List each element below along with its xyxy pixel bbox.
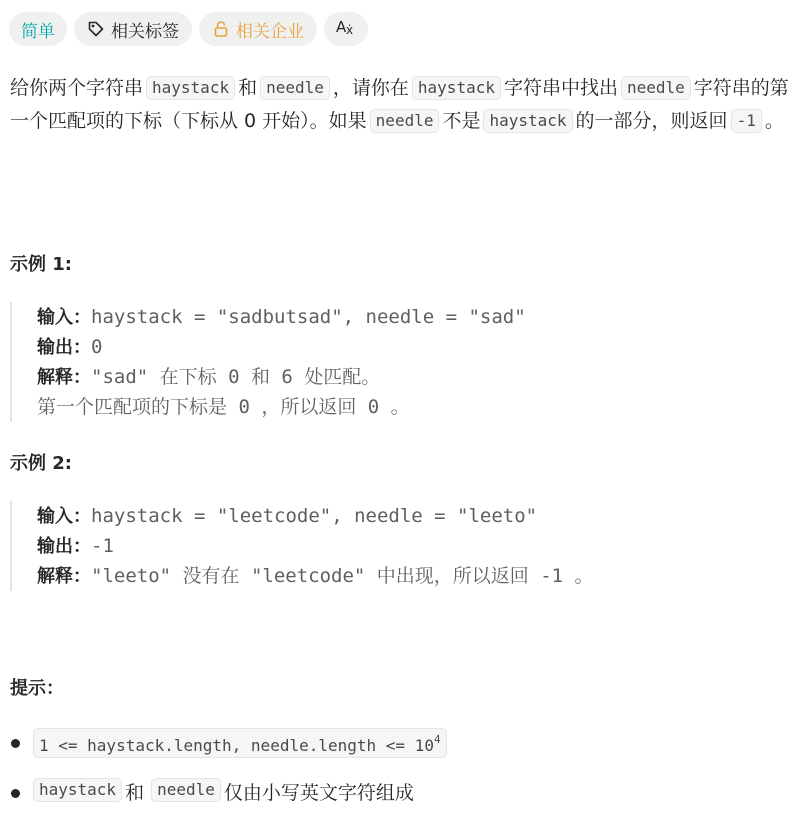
desc-text: 的一部分，则返回	[575, 110, 728, 132]
explanation-value: 第一个匹配项的下标是 0 ，所以返回 0 。	[37, 396, 410, 418]
bullet-icon	[11, 789, 20, 798]
inline-code-haystack: haystack	[33, 778, 122, 802]
explanation-label: 解释：	[37, 367, 91, 388]
example-1-explanation	[37, 362, 770, 392]
constraint-text: 仅由小写英文字符组成	[223, 782, 414, 804]
input-value: haystack = "sadbutsad", needle = "sad"	[91, 306, 526, 328]
related-topics-label: 相关标签	[111, 21, 179, 42]
constraints-list	[0, 728, 806, 822]
example-1-output	[37, 332, 770, 362]
input-value: haystack = "leetcode", needle = "leeto"	[91, 505, 538, 527]
output-label: 输出：	[37, 337, 91, 358]
explanation-label: 解释：	[37, 566, 91, 587]
example-1-block	[10, 302, 770, 422]
input-label: 输入：	[37, 506, 91, 527]
related-companies-button[interactable]	[199, 12, 317, 46]
translate-icon	[335, 17, 357, 42]
inline-code-haystack: haystack	[412, 76, 501, 100]
desc-text: 和	[238, 77, 258, 99]
problem-description	[10, 72, 796, 138]
constraint-item	[0, 778, 806, 822]
example-1-explanation-line-2	[37, 392, 770, 422]
constraint-length-text: 1 <= haystack.length, needle.length <= 10	[39, 736, 434, 755]
desc-text: ，请你在	[332, 77, 409, 99]
svg-text:A: A	[336, 17, 347, 36]
output-label: 输出：	[37, 536, 91, 557]
example-2-title: 示例 2:	[10, 453, 72, 474]
inline-code-minus-one: -1	[731, 109, 762, 133]
tag-icon	[87, 20, 105, 38]
desc-text: 不是	[442, 110, 481, 132]
inline-code-haystack: haystack	[483, 109, 572, 133]
constraint-exponent: 4	[433, 733, 441, 746]
inline-code-needle: needle	[151, 778, 221, 802]
desc-text: 字符串的第一个匹配项的下标（下标从 0 开始）。如果	[10, 77, 789, 132]
difficulty-label: 简单	[21, 21, 55, 42]
desc-text: 字符串中找出	[503, 77, 618, 99]
explanation-value: "leeto" 没有在 "leetcode" 中出现，所以返回 -1 。	[91, 565, 594, 587]
desc-text: 。	[764, 110, 784, 132]
tag-row	[9, 12, 368, 46]
bullet-icon	[11, 739, 20, 748]
svg-text:ẋ: ẋ	[346, 22, 354, 37]
constraints-title: 提示：	[10, 678, 64, 699]
inline-code-needle: needle	[621, 76, 691, 100]
constraint-item	[0, 728, 806, 778]
lock-icon	[212, 20, 230, 38]
inline-code-needle: needle	[370, 109, 440, 133]
output-value: -1	[91, 535, 114, 557]
related-companies-label: 相关企业	[236, 21, 304, 42]
inline-code-needle: needle	[260, 76, 330, 100]
inline-code-haystack: haystack	[146, 76, 235, 100]
example-2-explanation	[37, 561, 770, 591]
example-2-input	[37, 501, 770, 531]
example-1-input	[37, 302, 770, 332]
example-2-block	[10, 501, 770, 591]
output-value: 0	[91, 336, 103, 358]
constraint-text: 和	[125, 782, 145, 804]
example-2-output	[37, 531, 770, 561]
difficulty-badge[interactable]	[9, 12, 67, 46]
translate-button[interactable]	[324, 12, 368, 46]
desc-text: 给你两个字符串	[10, 77, 144, 99]
example-1-title: 示例 1:	[10, 254, 72, 275]
explanation-value: "sad" 在下标 0 和 6 处匹配。	[91, 366, 381, 388]
constraint-length-code	[33, 728, 447, 758]
input-label: 输入：	[37, 307, 91, 328]
related-topics-button[interactable]	[74, 12, 192, 46]
